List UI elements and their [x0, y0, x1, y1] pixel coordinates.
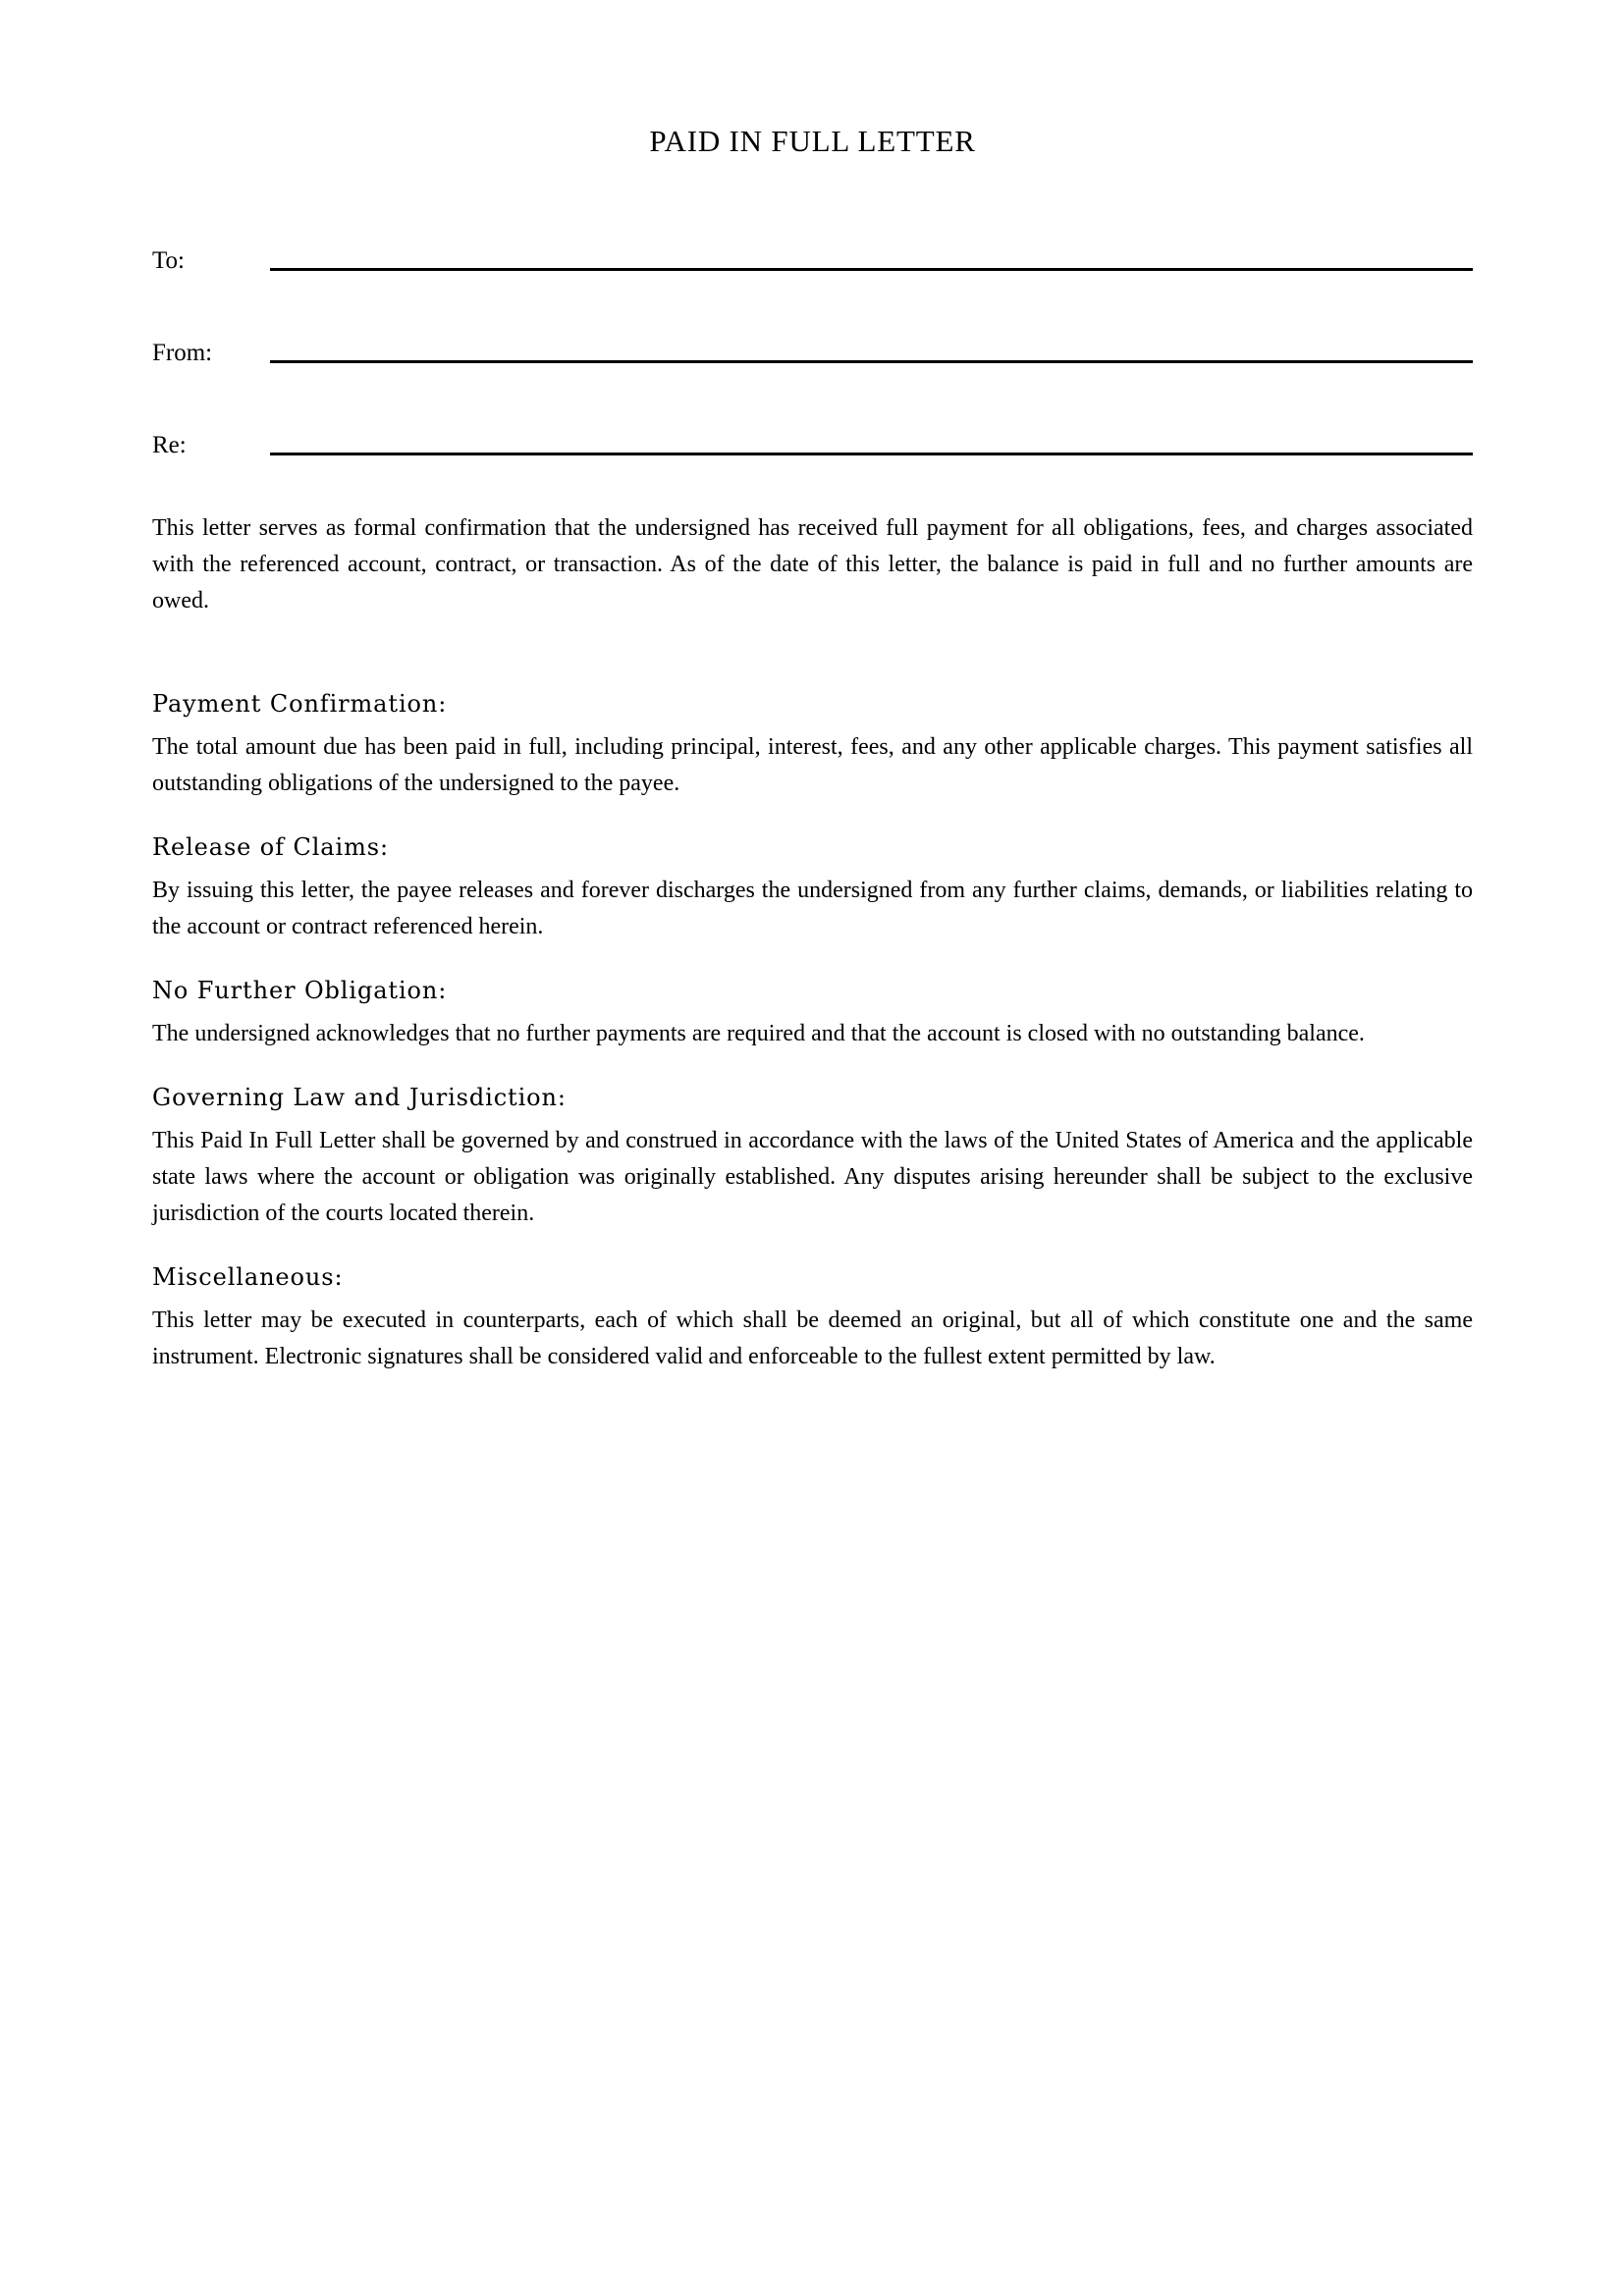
recipient-fields-group [152, 234, 1473, 459]
document-content [152, 0, 1473, 1401]
section-body: The total amount due has been paid in full, including principal, interest, fees, and any other applicable charges. This payment satisfies all outstanding obligations of the undersigned to the payee. [152, 734, 1473, 797]
section-miscellaneous [152, 1257, 1473, 1375]
page-title: PAID IN FULL LETTER [649, 124, 976, 158]
field-label-from: From: [152, 340, 213, 367]
section-body: By issuing this letter, the payee releases and forever discharges the undersigned from any further claims, demands, or liabilities relating to the account or contract referenced herein. [152, 878, 1473, 940]
field-input-from[interactable] [270, 360, 1473, 363]
section-heading: Miscellaneous: [152, 1263, 344, 1292]
field-input-re[interactable] [270, 453, 1473, 455]
section-body: This Paid In Full Letter shall be governed by and construed in accordance with the laws of the United States of America and the applicable state laws where the account or obligation was originally established. Any disputes arising hereunder shall be subject to the exclusive jurisdiction of the courts located therein. [152, 1128, 1473, 1227]
section-heading: Release of Claims: [152, 833, 389, 862]
field-row-from [152, 326, 1473, 367]
section-body: This letter may be executed in counterparts, each of which shall be deemed an original, but all of which constitute one and the same instrument. Electronic signatures shall be considered valid and enforceable to the fullest extent permitted by law. [152, 1308, 1473, 1370]
field-row-re [152, 418, 1473, 459]
intro-paragraph: This letter serves as formal confirmation that the undersigned has received full payment for all obligations, fees, and charges associated with the referenced account, contract, or transaction. As of the date of this letter, the balance is paid in full and no further amounts are owed. [152, 515, 1473, 614]
sections-list [152, 684, 1473, 1375]
section-heading: Payment Confirmation: [152, 690, 448, 719]
section-heading: No Further Obligation: [152, 977, 448, 1005]
field-input-to[interactable] [270, 268, 1473, 271]
field-label-re: Re: [152, 432, 187, 459]
section-governing-law-and-jurisdiction [152, 1078, 1473, 1232]
section-no-further-obligation [152, 971, 1473, 1052]
field-row-to [152, 234, 1473, 275]
section-payment-confirmation [152, 684, 1473, 802]
field-label-to: To: [152, 247, 185, 275]
section-heading: Governing Law and Jurisdiction: [152, 1084, 567, 1112]
section-release-of-claims [152, 828, 1473, 945]
section-body: The undersigned acknowledges that no further payments are required and that the account is closed with no outstanding balance. [152, 1021, 1365, 1047]
